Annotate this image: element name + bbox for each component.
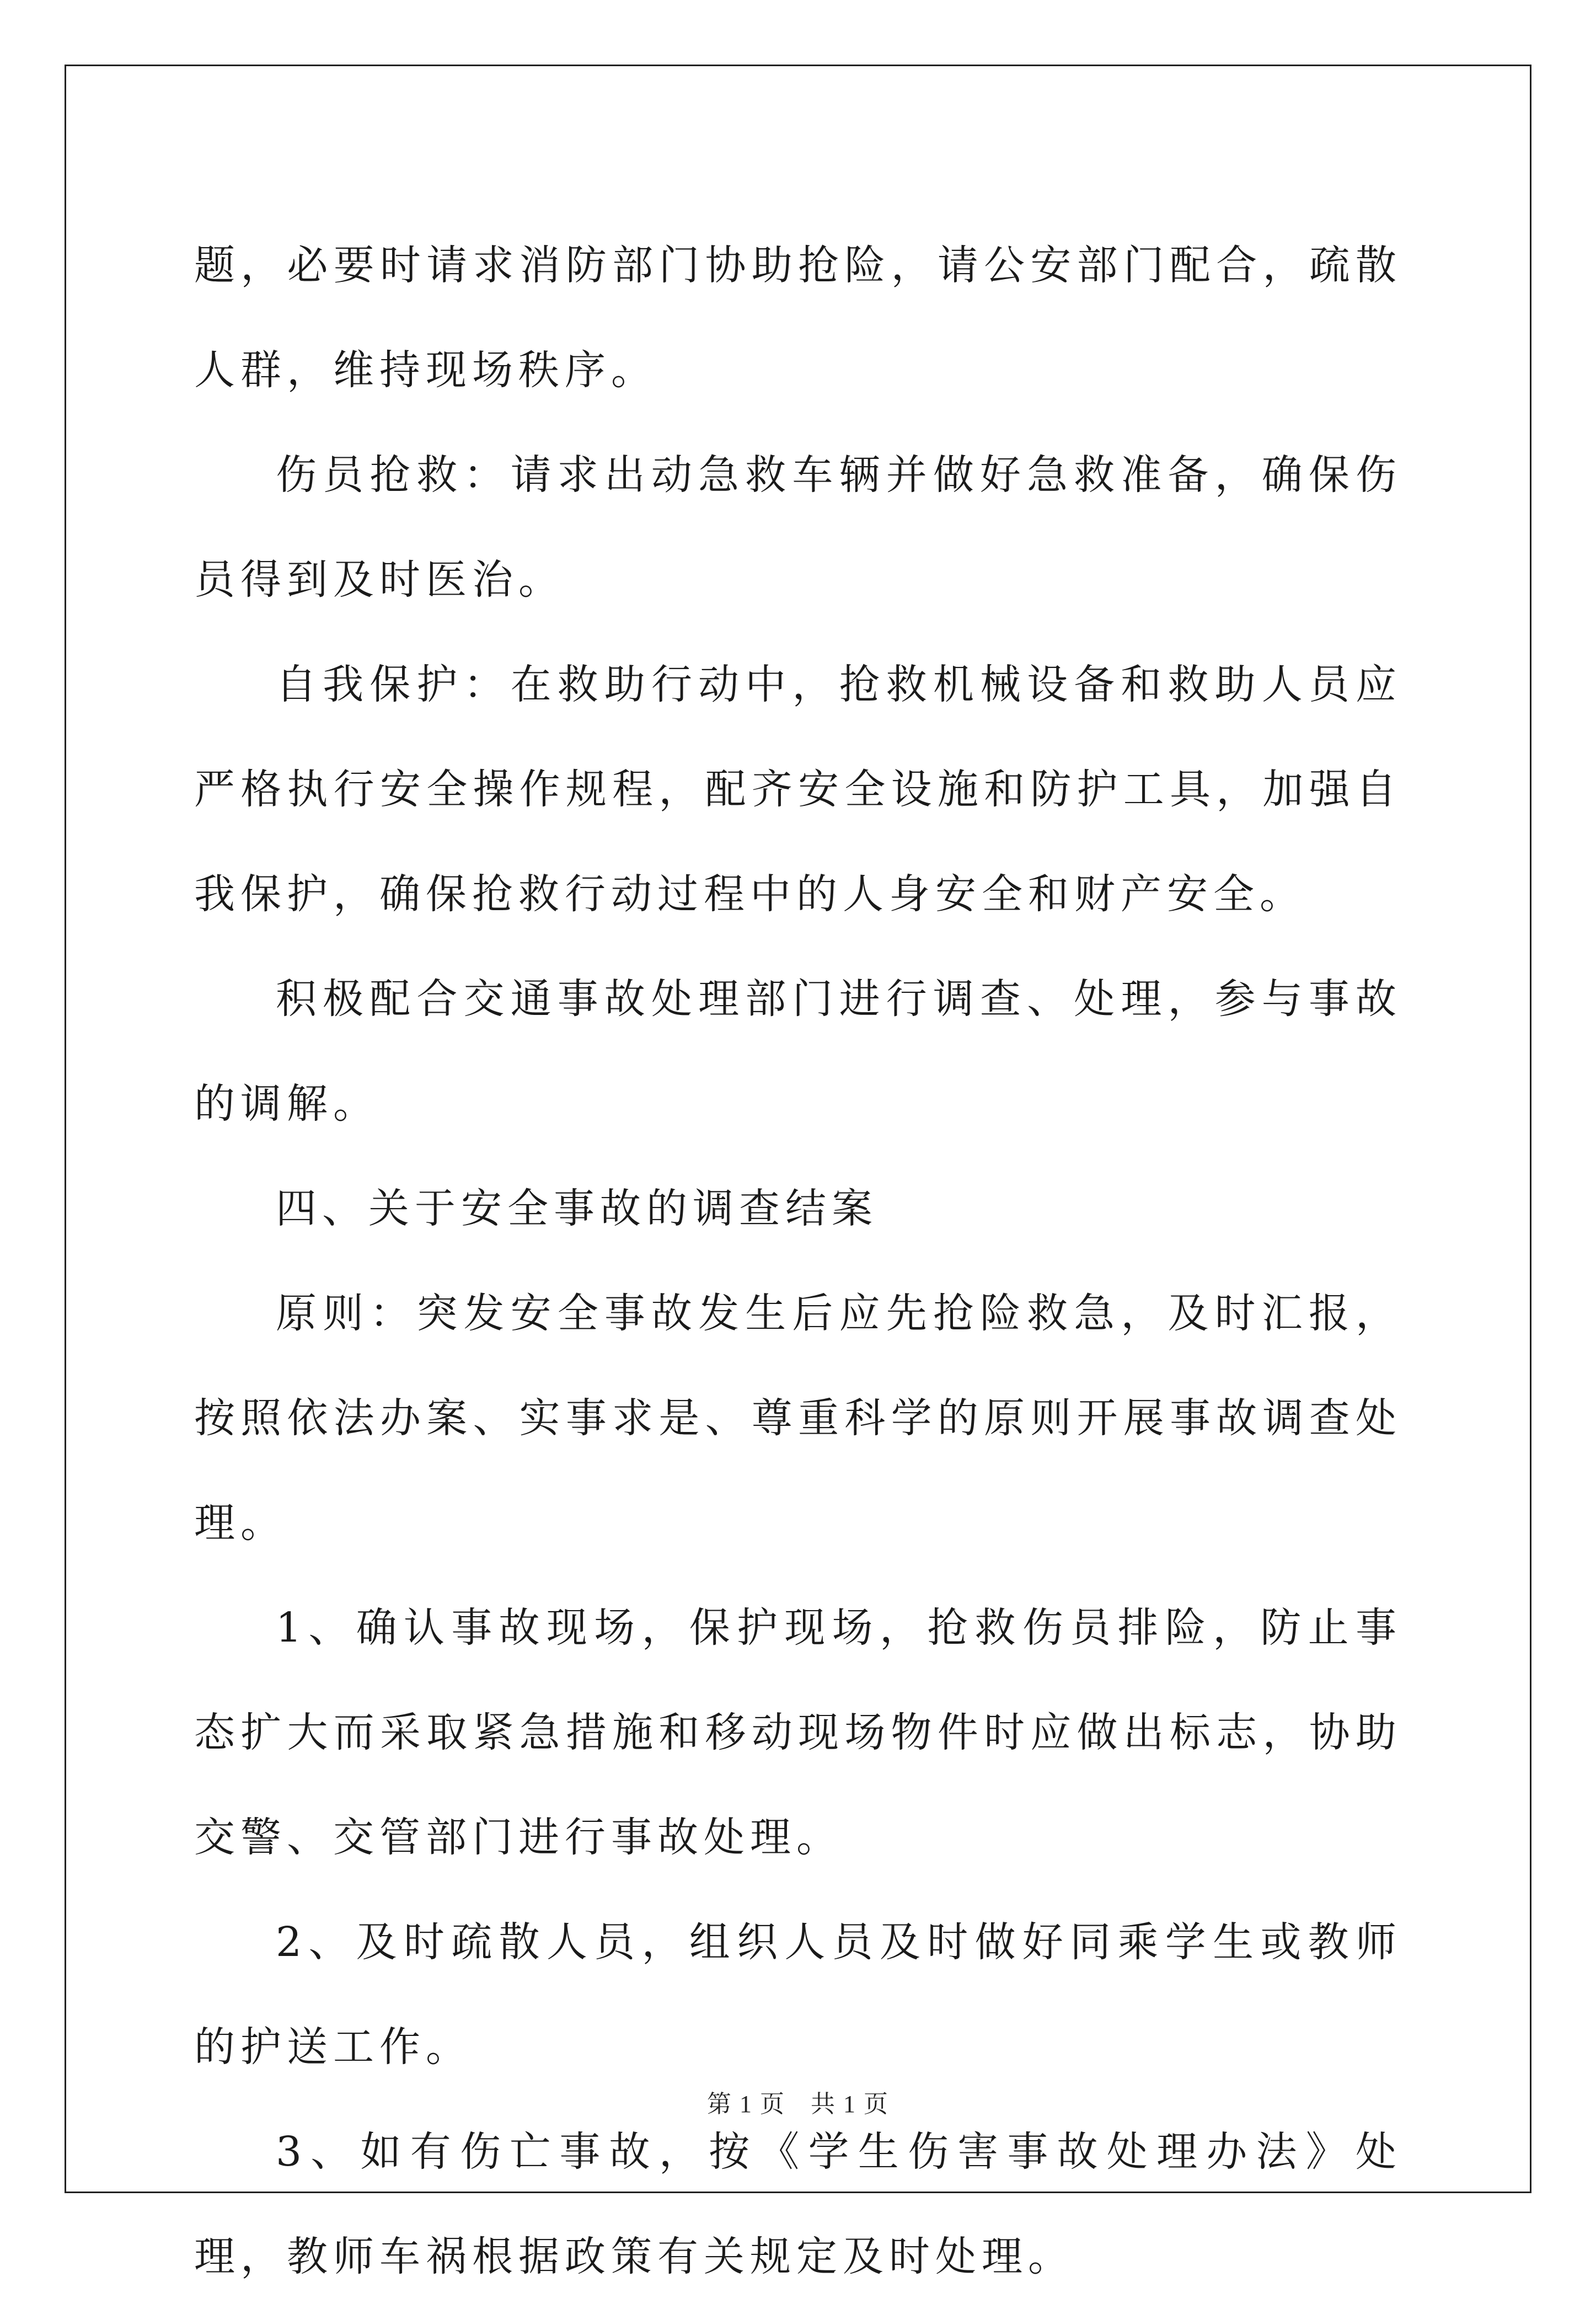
paragraph-9: 3、如有伤亡事故，按《学生伤害事故处理办法》处理，教师车祸根据政策有关规定及时处理。 xyxy=(194,2128,1402,2280)
page-number-footer: 第 1 页 共 1 页 xyxy=(707,2091,889,2118)
paragraph-1: 题，必要时请求消防部门协助抢险，请公安部门配合，疏散人群，维持现场秩序。 xyxy=(194,242,1402,394)
paragraph-4: 积极配合交通事故处理部门进行调查、处理，参与事故的调解。 xyxy=(194,975,1402,1127)
paragraph-8: 2、及时疏散人员，组织人员及时做好同乘学生或教师的护送工作。 xyxy=(194,1918,1402,2071)
paragraph-2: 伤员抢救：请求出动急救车辆并做好急救准备，确保伤员得到及时医治。 xyxy=(194,451,1402,603)
paragraph-7: 1、确认事故现场，保护现场，抢救伤员排险，防止事态扩大而采取紧急措施和移动现场物件时应做出标志，协助交警、交管部门进行事故处理。 xyxy=(194,1604,1402,1861)
paragraph-3: 自我保护：在救助行动中，抢救机械设备和救助人员应严格执行安全操作规程，配齐安全设施和防护工具，加强自我保护，确保抢救行动过程中的人身安全和财产安全。 xyxy=(194,661,1402,918)
section-heading: 四、关于安全事故的调查结案 xyxy=(276,1185,878,1232)
paragraph-6: 原则：突发安全事故发生后应先抢险救急，及时汇报，按照依法办案、实事求是、尊重科学的原则开展事故调查处理。 xyxy=(194,1290,1402,1547)
document-body xyxy=(194,213,1402,2309)
